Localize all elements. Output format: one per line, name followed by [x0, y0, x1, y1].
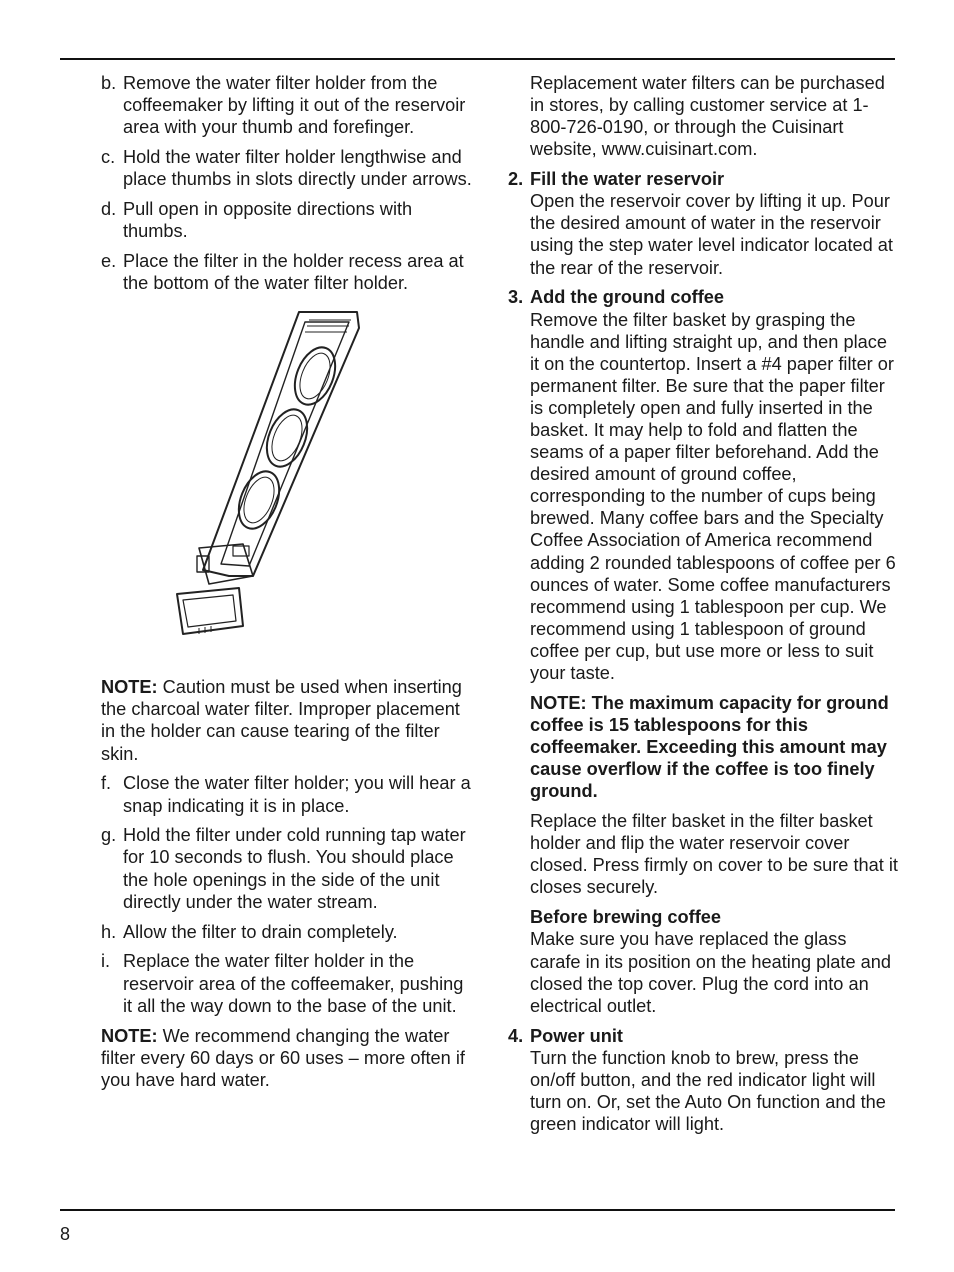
step-d: d. Pull open in opposite directions with thumbs.	[101, 199, 413, 242]
step-g: g. Hold the filter under cold running tap water for 10 seconds to flush. You should place the hole openings in the side of the unit directly under the water stream.	[101, 825, 466, 912]
section-fill-reservoir: 2. Fill the water reservoir Open the reservoir cover by lifting it up. Pour the desired amount of water in the reservoir using the step water level indicator located at the rear of the reservoir.	[508, 168, 900, 278]
capacity-note: NOTE: The maximum capacity for ground coffee is 15 tablespoons for this coffeemaker. Exceeding this amount may cause overflow if the coffee is too finely ground.	[530, 692, 889, 802]
replace-basket-text: Replace the filter basket in the filter basket holder and flip the water reservoir cover closed. Press firmly on cover to be sure that it closes securely.	[530, 811, 898, 898]
section-title: Fill the water reservoir	[530, 169, 725, 190]
filter-holder-drawing	[169, 308, 369, 648]
section-power-unit: 4. Power unit Turn the function knob to brew, press the on/off button, and the red indicator light will turn on. Or, set the Auto On function and the green indicator will light.	[508, 1025, 900, 1135]
before-brewing-block: Before brewing coffee Make sure you have replaced the glass carafe in its position on the heating plate and closed the top cover. Plug the cord into an electrical outlet.	[508, 906, 900, 1016]
top-rule	[60, 58, 895, 60]
page-number: 8	[60, 1224, 71, 1244]
step-i: i. Replace the water filter holder in the reservoir area of the coffeemaker, pushing it all the way down to the base of the unit.	[101, 951, 464, 1016]
step-b: b. Remove the water filter holder from the coffeemaker by lifting it out of the reservoir area with your thumb and forefinger.	[101, 73, 466, 138]
step-h: h. Allow the filter to drain completely.	[101, 921, 398, 942]
section-title: Add the ground coffee	[530, 287, 724, 308]
section-add-coffee: 3. Add the ground coffee Remove the filter basket by grasping the handle and lifting straight up, and then place it on the countertop. Insert a #4 paper filter or permanent filter. Be sure that the paper filter is completely open and fully inserted in the basket. It may help to fold and flatten the seams of a paper filter beforehand. Add the desired amount of ground coffee, corresponding to the number of cups being brewed. Many coffee bars and the Specialty Coffee Association of America recommend adding 2 rounded tablespoons of coffee per 6 ounces of water. Some coffee manufacturers recommend using 1 tablespoon per cup. We recommend using 1 tablespoon of ground coffee per cup, but use more or less to suit your taste.	[508, 286, 900, 684]
before-brewing-title: Before brewing coffee	[530, 907, 722, 928]
filter-change-note: NOTE: We recommend changing the water filter every 60 days or 60 uses – more often if you have hard water.	[101, 1025, 465, 1090]
left-column	[101, 72, 473, 1099]
section-title: Power unit	[530, 1025, 623, 1046]
right-column	[508, 72, 900, 1143]
step-e: e. Place the filter in the holder recess area at the bottom of the water filter holder.	[101, 251, 464, 294]
step-c: c. Hold the water filter holder lengthwise and place thumbs in slots directly under arrows.	[101, 147, 472, 190]
caution-note: NOTE: Caution must be used when inserting the charcoal water filter. Improper placement in the holder can cause tearing of the filter skin.	[101, 677, 462, 764]
bottom-rule	[60, 1209, 895, 1211]
water-filter-holder-illustration	[101, 308, 473, 668]
replacement-filters-text: Replacement water filters can be purchased in stores, by calling customer service at 1-800-726-0190, or through the Cuisinart website, www.cuisinart.com.	[530, 73, 885, 160]
step-f: f. Close the water filter holder; you will hear a snap indicating it is in place.	[101, 773, 471, 816]
